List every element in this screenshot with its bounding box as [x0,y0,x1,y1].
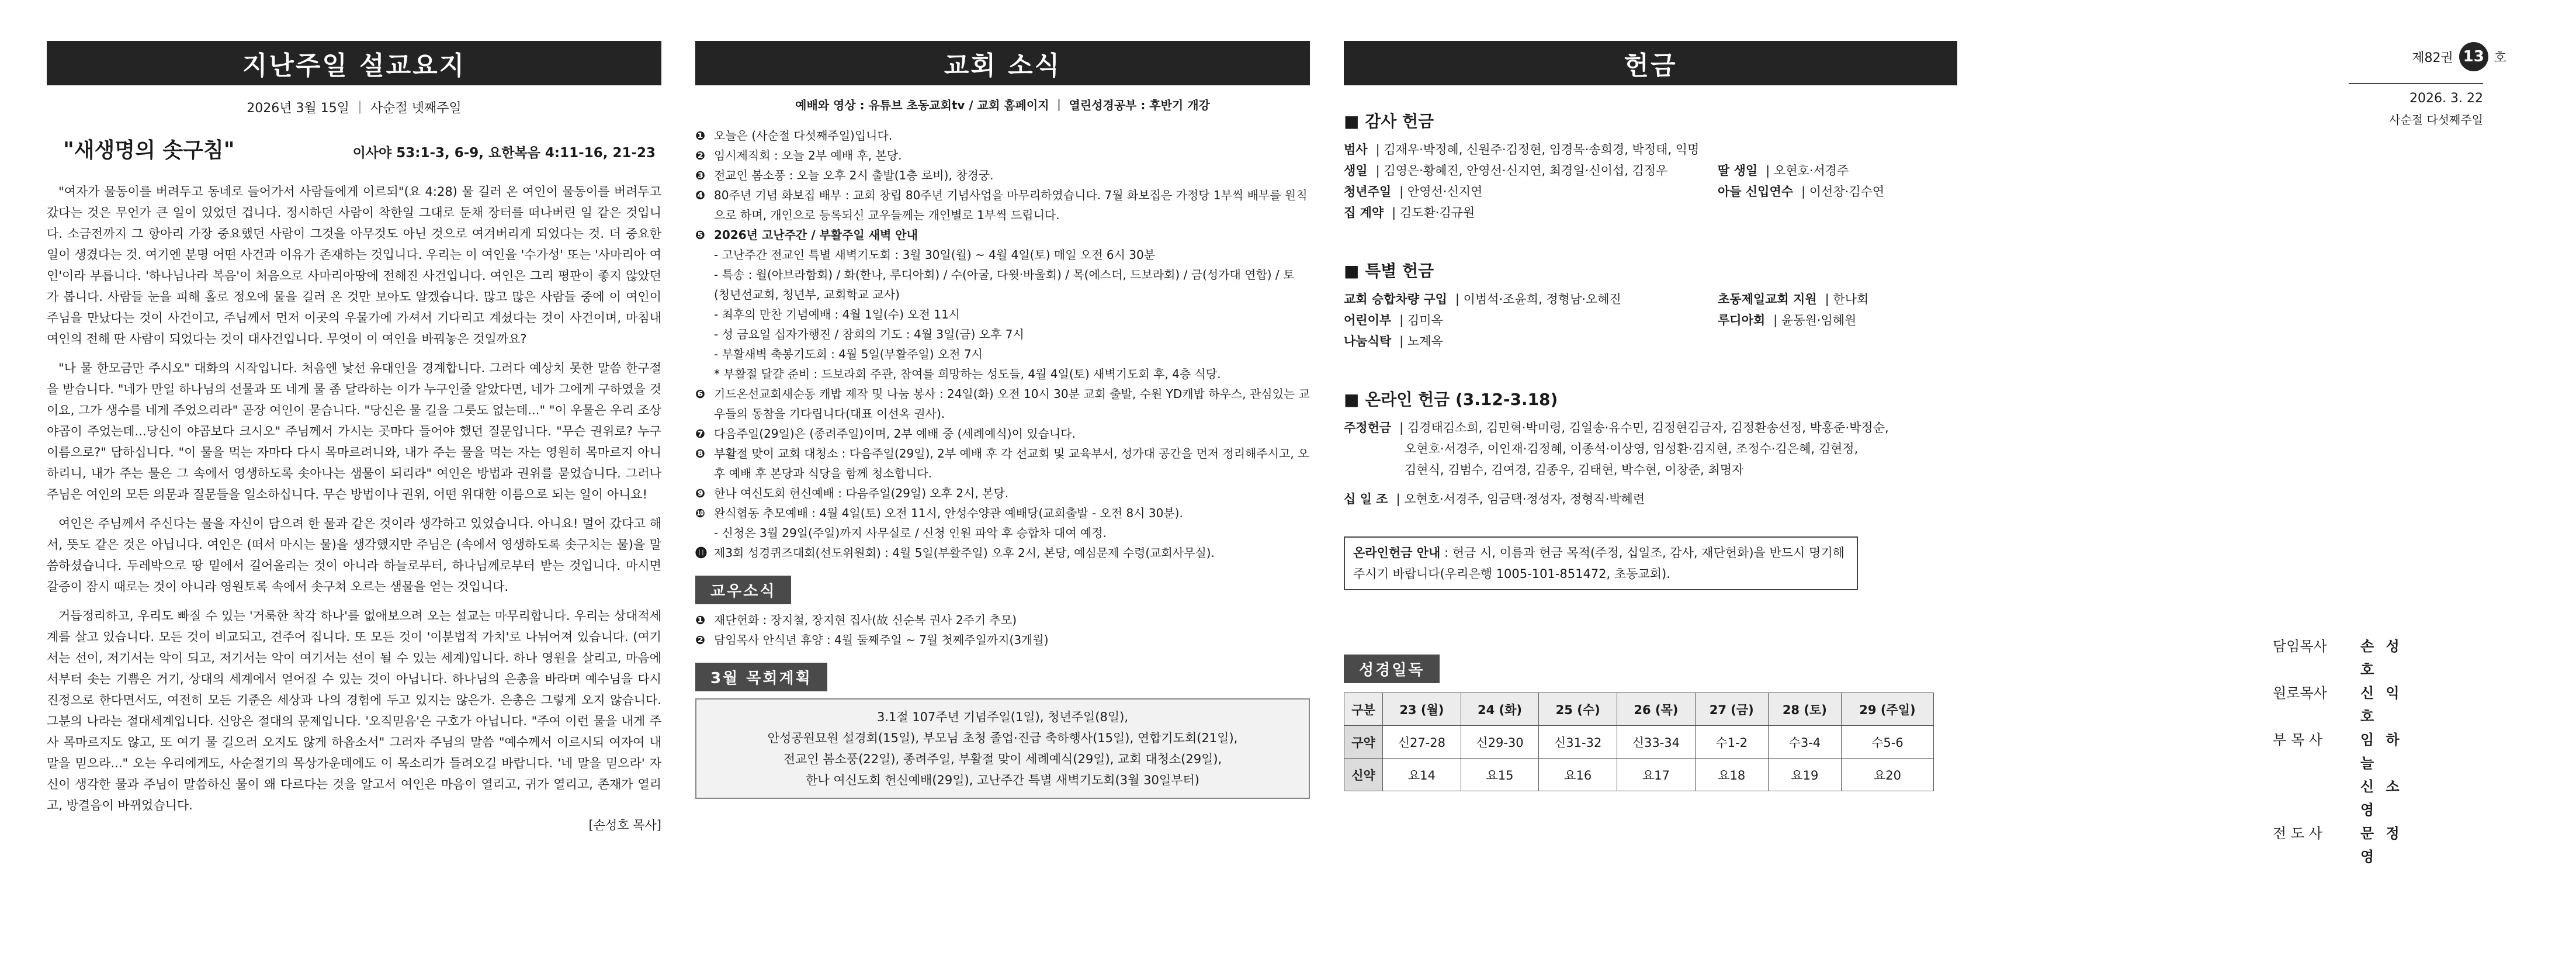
offering-names: | 김재우·박정혜, 신원주·김정현, 임경목·송희경, 박정태, 익명 [1375,143,1700,157]
offering-row [1344,310,1718,331]
issue-date: 2026. 3. 22 [2409,91,2483,106]
bible-table [1344,693,1934,791]
offering-row [1344,417,1957,438]
news-item [695,424,1310,444]
staff-list [2273,635,2530,868]
news-item-number: ❻ [695,387,705,401]
news-item-number: ❿ [695,506,705,520]
thanks-grid [1344,160,1957,223]
staff-name: 신 익 호 [2360,685,2403,725]
offering-row [1718,310,1975,331]
table-row [1344,693,1934,726]
offering-names: | 이범석·조윤희, 정형남·오혜진 [1455,292,1621,306]
news-item-number: ❾ [695,486,705,500]
table-header: 23 (월) [1383,693,1461,726]
sermon-heading-row [63,134,656,164]
table-cell: 요17 [1617,759,1696,791]
news-item-number: ❽ [695,446,705,461]
plan-line: 3.1절 107주년 기념주일(1일), 청년주일(8일), [876,710,1129,724]
table-cell: 요15 [1461,759,1539,791]
sermon-paragraph: 거듭정리하고, 우리도 빠질 수 있는 '거룩한 착각 하나'를 없애보으려 오는 설교는 마무리합니다. 우리는 상대적세계를 살고 있습니다. 모든 것이 비교되고, 견주어 집니다. 또 모든 것이 '이분법적 가치'로 나뉘어져 있습니다. (여기서는 선이, 저기서는 악이 되고, 저기서는 악이 여기서는 선이 될 수 있는 세계)입니다. 하나 영원을 살리고, 마음에서부터 솟는 기쁨은 거기, 상대의 세계에서 얻어질 수 있는 것이 아닙니다. 하나님의 은총을 바라며 예수님을 다시 진정으로 한다면서도, 여전히 모든 기준은 세상과 나의 경험에 두고 있지는 않은가. 은총은 그렇게 오지 않습니다. 그분의 나라는 절대세계입니다. 신앙은 절대의 문제입니다. '오직믿음'은 구호가 아닙니다. "주여 이런 물을 내게 주사 목마르지도 않고, 또 여기 물 길으러 오지도 않게 하옵소서" 그러자 주님의 말씀 "예수께서 이르시되 여자여 내 말을 믿으라..." 오는 우리에게도, 사순절기의 목상가운데에도 이 목소리가 들려오길 바랍니다. '네 말을 믿으라' 자신이 생각한 물과 주님이 말씀하신 물이 왜 다르다는 것을 알고서 여인은 마음이 열리고, 귀가 열리고, 존재가 열리고, 방결음이 바뀌었습니다. [47,609,661,812]
offering-row [1344,139,1957,160]
news-item-text: - 부활새벽 축봉기도회 : 4월 5일(부활주일) 오전 7시 [714,347,983,361]
sermon-section [47,41,661,833]
news-item-text: 2026년 고난주간 / 부활주일 새벽 안내 [714,228,918,242]
online-heading: ■ 온라인 헌금 (3.12-3.18) [1344,390,1558,409]
news-item [695,384,1310,424]
table-header: 28 (토) [1768,693,1841,726]
news-list [695,126,1310,563]
volume-line [2226,42,2530,71]
members-item-text: 담임목사 안식년 휴양 : 4월 둘째주일 ~ 7월 첫째주일까지(3개월) [714,633,1049,647]
volume-label: 제82권 [2412,50,2453,65]
table-cell: 요18 [1695,759,1768,791]
offering-section [1344,41,1957,791]
offering-key: 루디아회 [1718,313,1766,327]
offering-names: | 오현호·서경주, 임금택·정성자, 정형직·박혜련 [1396,492,1645,506]
offering-names: | 오현호·서경주 [1766,164,1849,178]
table-cell: 수3-4 [1768,726,1841,759]
offering-names: 김현식, 김범수, 김여경, 김종우, 김태현, 박수현, 이창준, 최명자 [1405,463,1744,477]
offering-row [1344,160,1718,181]
table-cell: 수5-6 [1841,726,1933,759]
offering-names: | 김도환·김규원 [1392,206,1475,220]
members-list [695,610,1310,650]
online-notice [1344,536,1858,590]
news-item-text: - 신청은 3월 29일(주일)까지 사무실로 / 신청 인원 파악 후 승합차 대여 예정. [714,526,1107,540]
news-item-text: 오늘은 (사순절 다섯째주일)입니다. [714,129,893,143]
members-item-number: ❶ [695,613,705,627]
staff-role: 담임목사 [2273,638,2327,655]
members-item-text: 재단헌화 : 장지철, 장지현 집사(故 신순복 권사 2주기 추모) [714,613,1017,627]
news-item [695,146,1310,165]
plan-tag: 3월 목회계획 [695,663,827,691]
news-item-text: - 성 금요일 십자가행진 / 참회의 기도 : 4월 3일(금) 오후 7시 [714,327,1024,341]
news-item-text: 임시제직회 : 오늘 2부 예배 후, 본당. [714,148,902,162]
offering-names: | 이선창·김수연 [1801,185,1885,199]
news-item-number: ❷ [695,148,705,162]
offering-key: 청년주일 [1344,185,1392,199]
offering-names: | 안영선·신지연 [1399,185,1483,199]
offering-key: 딸 생일 [1718,164,1758,178]
special-heading: ■ 특별 헌금 [1344,261,1434,281]
table-header: 25 (수) [1539,693,1617,726]
sermon-preacher: [손성호 목사] [588,818,661,832]
members-item-number: ❷ [695,633,705,647]
offering-key: 교회 승합차량 구입 [1344,292,1447,306]
thanks-heading: ■ 감사 헌금 [1344,112,1434,131]
staff-role: 원로목사 [2273,685,2327,701]
news-item-text: 제3회 성경퀴즈대회(선도위원회) : 4월 5일(부활주일) 오후 2시, 본당, 예심문제 수령(교회사무실). [714,546,1215,560]
news-item-text: 한나 여신도회 헌신예배 : 다음주일(29일) 오후 2시, 본당. [714,486,1009,500]
staff-name: 손 성 호 [2360,638,2403,678]
offering-key: 범사 [1344,143,1368,157]
table-header: 26 (목) [1617,693,1696,726]
news-item-text: - 최후의 만찬 기념예배 : 4월 1일(수) 오전 11시 [714,307,961,321]
plan-block [695,663,1310,799]
table-header: 29 (주일) [1841,693,1933,726]
offering-key: 십 일 조 [1344,492,1388,506]
news-item [695,126,1310,146]
news-subitem [695,344,1310,364]
table-header: 24 (화) [1461,693,1539,726]
plan-line: 한나 여신도회 헌신예배(29일), 고난주간 특별 새벽기도회(3월 30일부터) [806,773,1199,787]
special-grid [1344,289,1957,352]
staff-role: 부 목 사 [2273,732,2322,748]
sermon-paragraph: 여인은 주님께서 주신다는 물을 자신이 담으려 한 물과 같은 것이라 생각하고 있었습니다. 아니요! 멀어 갔다고 해서, 뜻도 같은 것은 아닙니다. 여인은 (떠서 마시는 물)을 생각했지만 주님은 (속에서 영생하도록 솟구치는 물)을 말씀하셨습니다. 두레박으로 땅 밑에서 길어올리는 것이 아니라 하늘로부터, 하나님께로부터 받는 것입니다. 마시면 갈증이 잠시 때로는 것이 아니라 영원토록 속에서 솟구쳐 오르는 샘물을 얻는 것입니다. [47,517,661,594]
news-subitem [695,523,1310,543]
news-subitem [695,364,1310,384]
offering-names: 오현호·서경주, 이인재·김정혜, 이종석·이상영, 임성환·김지현, 조정수·김은혜, 김현정, [1405,442,1859,456]
offering-names: | 윤동원·임혜원 [1773,313,1857,327]
news-item-number: ❺ [695,228,705,242]
offering-key: 나눔식탁 [1344,334,1392,348]
table-cell: 요16 [1539,759,1617,791]
sermon-date-line: 2026년 3월 15일 ｜ 사순절 넷째주일 [247,101,462,116]
offering-row [1344,202,1718,223]
table-cell: 신33-34 [1617,726,1696,759]
table-header: 27 (금) [1695,693,1768,726]
news-item-number: ❹ [695,188,705,202]
news-top-line: 예배와 영상 : 유튜브 초동교회tv / 교회 홈페이지 ｜ 열린성경공부 : 후반기 개강 [795,98,1210,112]
staff-role: 전 도 사 [2273,825,2322,842]
masthead-divider [2349,83,2483,84]
news-item-number: ⓫ [695,546,707,560]
issue-number-badge: 13 [2459,42,2488,71]
news-item-text: 전교인 봄소풍 : 오늘 오후 2시 출발(1층 로비), 창경궁. [714,168,994,182]
offering-row [1344,459,1957,480]
table-cell: 요20 [1841,759,1933,791]
offering-row [1344,331,1718,352]
issue-occasion: 사순절 다섯째주일 [2389,113,2483,127]
news-item-text: * 부활절 달걀 준비 : 드보라회 주관, 참여를 희망하는 성도들, 4월 4일(토) 새벽기도회 후, 4층 식당. [714,367,1221,381]
plan-box [695,698,1310,799]
members-item [695,630,1310,650]
staff-name: 임 하 늘 [2360,732,2403,771]
online-notice-text: : 헌금 시, 이름과 헌금 목적(주정, 십일조, 감사, 재단헌화)을 반드시 명기해 주시기 바랍니다(우리은행 1005-101-851472, 초동교회). [1353,546,1845,581]
offering-row [1344,489,1957,510]
offering-key: 아들 신입연수 [1718,185,1794,199]
news-item [695,444,1310,483]
table-header: 구분 [1344,693,1383,726]
table-cell: 수1-2 [1695,726,1768,759]
offering-title: 헌금 [1344,41,1957,85]
news-item-text: 부활절 맞이 교회 대청소 : 다음주일(29일), 2부 예배 후 각 선교회 및 교육부서, 성가대 공간을 먼저 정리해주시고, 오후 예배 후 본당과 식당을 함께 청소합니다. [714,446,1309,480]
news-item [695,503,1310,523]
plan-line: 안성공원묘원 설경회(15일), 부모님 초청 졸업·진급 축하행사(15일), 연합기도회(21일), [767,731,1238,745]
table-cell: 신27-28 [1383,726,1461,759]
offering-row [1344,289,1718,310]
offering-key: 초동제일교회 지원 [1718,292,1817,306]
table-cell: 요19 [1768,759,1841,791]
news-subitem [695,265,1310,304]
news-item-text: 다음주일(29일)은 (종려주일)이며, 2부 예배 중 (세례예식)이 있습니다. [714,427,1076,441]
news-subitem [695,304,1310,324]
sermon-title: 지난주일 설교요지 [47,41,661,85]
members-block [695,576,1310,650]
issue-suffix: 호 [2494,50,2506,65]
offering-key: 주정헌금 [1344,421,1392,435]
sermon-paragraph: "나 물 한모금만 주시오" 대화의 시작입니다. 처음엔 낯선 유대인을 경계합니다. 그러다 예상치 못한 말씀 한구절을 받습니다. "네가 만일 하나님의 선물과 또 네게 물 좀 달라하는 이가 누구인줄 알았다면, 네가 그에게 구하였을 것이요, 그가 생수를 네게 주었으리라" 곧장 여인이 묻습니다. "당신은 물 길을 그릇도 없는데..." "이 우물은 우리 조상 야곱이 주었는데...당신이 야곱보다 크시오" 주님께서 가시는 곳마다 들어야 했던 질문입니다. "무슨 권위로? 누구 이름으로?" 답하십니다. "이 물을 먹는 자마다 다시 목마르려니와, 내가 주는 물을 먹는 자는 영원히 목마르지 아니하리니, 내가 주는 물은 그 속에서 영생하도록 솟아나는 샘물이 되리라" 여인은 방법과 권위를 묻었습니다. 그러나 주님은 여인의 모든 의문과 질문들을 일소하십니다. 무슨 방법이나 권위, 어떤 위대한 이름으로 되는 일이 아니요! [47,361,661,501]
news-item [695,165,1310,185]
sermon-heading: "새생명의 솟구침" [63,138,235,162]
staff-name: 신 소 영 [2360,778,2403,818]
staff-role [2273,775,2360,822]
news-item [695,543,1310,563]
staff-name: 문 정 영 [2360,825,2403,865]
bible-tag: 성경일독 [1344,655,1440,683]
offering-row [1344,438,1957,459]
table-cell: 신31-32 [1539,726,1617,759]
offering-key: 생일 [1344,164,1368,178]
news-item-number: ❶ [695,129,705,143]
offering-names: | 노계옥 [1399,334,1443,348]
table-row-label: 신약 [1344,759,1383,791]
sermon-scripture: 이사야 53:1-3, 6-9, 요한복음 4:11-16, 21-23 [352,146,656,161]
news-subitem [695,324,1310,344]
news-item-text: 완식협동 추모예배 : 4월 4일(토) 오전 11시, 안성수양관 예배당(교회출발 - 오전 8시 30분). [714,506,1183,520]
table-row-label: 구약 [1344,726,1383,759]
offering-names: | 김경태김소희, 김민혁·박미령, 김일송·유수민, 김정현김금자, 김정환송선정, 박홍준·박정순, [1399,421,1889,435]
members-item [695,610,1310,630]
members-tag: 교우소식 [695,576,791,604]
offering-row [1718,289,1975,310]
offering-row [1718,181,1975,202]
offering-row [1718,160,1975,181]
news-item-text: - 고난주간 전교인 특별 새벽기도회 : 3월 30일(월) ~ 4월 4일(토) 매일 오전 6시 30분 [714,248,1156,262]
news-item [695,483,1310,503]
table-cell: 요14 [1383,759,1461,791]
news-item-text: 기드온선교회새순동 캐밥 제작 및 나눔 봉사 : 24일(화) 오전 10시 30분 교회 출발, 수원 YD캐밥 하우스, 관심있는 교우들의 동참을 기다립니다(대표 이선옥 권사). [714,387,1310,421]
table-row [1344,759,1934,791]
news-title: 교회 소식 [695,41,1310,85]
news-item-number: ❼ [695,427,705,441]
news-item-number: ❸ [695,168,705,182]
masthead-section [2226,42,2530,868]
offering-names: | 김미옥 [1399,313,1443,327]
table-row [1344,726,1934,759]
offering-key: 집 계약 [1344,206,1384,220]
offering-names: | 김영은·황혜진, 안영선·신지연, 최경일·신이섭, 김정우 [1375,164,1668,178]
news-item-text: - 특송 : 월(아브라함회) / 화(한나, 루디아회) / 수(아굴, 다윗·바울회) / 목(에스더, 드보라회) / 금(성가대 연합) / 토(청년선교회, 청년부, 교회학교 교사) [714,268,1295,302]
news-item [695,185,1310,225]
plan-line: 전교인 봄소풍(22일), 종려주일, 부활절 맞이 세례예식(29일), 교회 대청소(29일), [783,752,1222,766]
offering-row [1344,181,1718,202]
table-cell: 신29-30 [1461,726,1539,759]
news-subitem [695,245,1310,265]
offering-key: 어린이부 [1344,313,1392,327]
sermon-paragraph: "여자가 물동이를 버려두고 동네로 들어가서 사람들에게 이르되"(요 4:28) 물 길러 온 여인이 물동이를 버려두고 갔다는 것은 무언가 큰 일이 있었던 겁니다. 정시하던 사람이 착한일 그대로 둔채 장터를 떠나버린 일 같은 것입니다. 소금전까지 그 항아리 가장 중요했던 사람이 그것을 아무것도 아닌 것으로 여겨버리게 되었다는 것. 더 중요한 일이 생겼다는 것. 여기엔 분명 어떤 사건과 이유가 존재하는 것입니다. 우리는 이 여인을 '수가성' 또는 '사마리아 여인'이라 부릅니다. '하나님나라 복음'이 처음으로 사마리아땅에 전해진 사건입니다. 여인은 그리 평판이 좋지 않았던가 봅니다. 사람들 눈을 피해 홀로 정오에 물을 길러 온 것만 보아도 알겠습니다. 많고 많은 사람들 중에 이 여인이 주님을 만났다는 것이 사건이고, 주님께서 먼저 이곳의 우물가에 가셔서 기다리고 계셨다는 것이 사건이며, 마침내 여인의 전해 딴 사람이 되었다는 것이 대사건입니다. 무엇이 이 여인을 바꿔놓은 것일까요? [47,185,661,346]
bible-block [1344,655,1957,791]
online-notice-label: 온라인헌금 안내 [1353,546,1441,560]
news-item-text: 80주년 기념 화보집 배부 : 교회 창립 80주년 기념사업을 마무리하였습니다. 7월 화보집은 가정당 1부씩 배부를 원칙으로 하며, 개인으로 등록되신 교우들께는 개인별로 1부씩 드립니다. [714,188,1308,222]
news-item [695,225,1310,245]
offering-names: | 한나회 [1825,292,1869,306]
news-section [695,41,1310,799]
